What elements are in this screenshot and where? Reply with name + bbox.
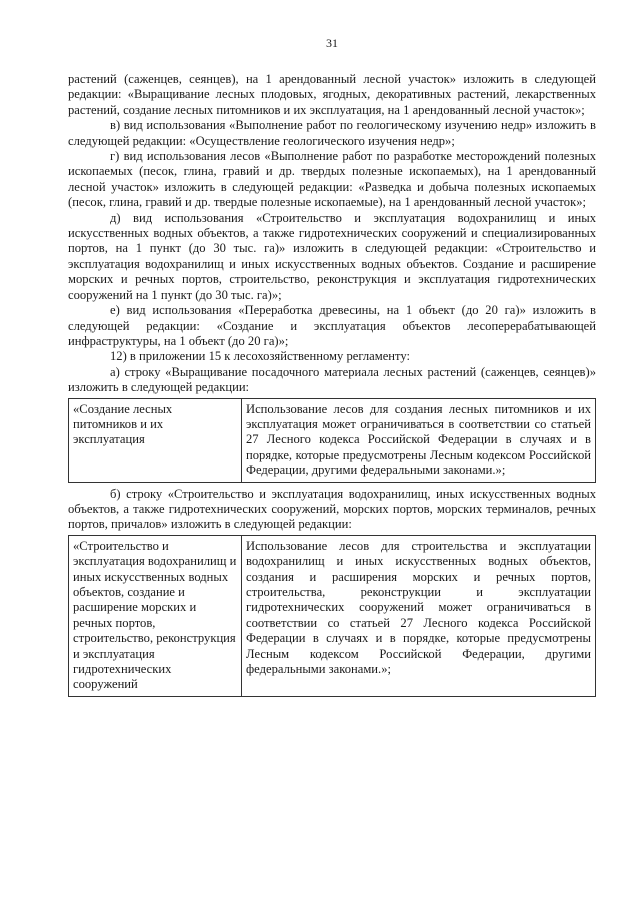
paragraph-item-a: а) строку «Выращивание посадочного материала лесных растений (саженцев, сеянцев)» изложить в следующей редакции:: [68, 364, 596, 395]
paragraph-item-e: е) вид использования «Переработка древесины, на 1 объект (до 20 га)» изложить в следующей редакции: «Создание и эксплуатация объектов лесоперерабатывающей инфраструктуры, на 1 объект (до 20 га)»;: [68, 303, 596, 348]
table-row: [69, 398, 596, 482]
document-page: [68, 36, 596, 701]
table-a-cell-name: «Создание лесных питомников и их эксплуатация: [69, 398, 242, 482]
paragraph-item-g: г) вид использования лесов «Выполнение работ по разработке месторождений полезных ископаемых (песок, глина, гравий и др. твердых полезные ископаемых), на 1 арендованный лесной участок» изложить в следующей редакции: «Разведка и добыча полезных ископаемых (песок, глина, гравий и др. твердые полезные ископаемые), на 1 арендованный лесной участок»;: [68, 149, 596, 210]
table-b-cell-description: Использование лесов для строительства и эксплуатации водохранилищ и иных искусственных водных объектов, создания и расширения морских и речных портов, строительства, реконструкции и эксплуатации гидротехнических сооружений может ограничиваться в соответствии со статьей 27 Лесного кодекса Российской Федерации в случаях и в порядке, которые предусмотрены Лесным кодексом Российской Федерации, другими федеральными законами.»;: [242, 535, 596, 696]
paragraph-item-v: в) вид использования «Выполнение работ по геологическому изучению недр» изложить в следующей редакции: «Осуществление геологического изучения недр»;: [68, 118, 596, 148]
table-a: [68, 398, 596, 483]
paragraph-item-b: б) строку «Строительство и эксплуатация водохранилищ, иных искусственных водных объектов, а также гидротехнических сооружений, морских портов, морских терминалов, речных портов, причалов» изложить в следующей редакции:: [68, 486, 596, 532]
table-b-cell-name: «Строительство и эксплуатация водохранилищ и иных искусственных водных объектов, создание и расширение морских и речных портов, строительство, реконструкция и эксплуатация гидротехнических сооружений: [69, 535, 242, 696]
table-a-cell-description: Использование лесов для создания лесных питомников и их эксплуатация может ограничиваться в соответствии со статьей 27 Лесного кодекса Российской Федерации в случаях и в порядке, которые предусмотрены Лесным кодексом Российской Федерации, другими федеральными законами.»;: [242, 398, 596, 482]
page-number: 31: [326, 36, 338, 50]
paragraph-item-d: д) вид использования «Строительство и эксплуатация водохранилищ и иных искусственных водных объектов, а также гидротехнических сооружений и специализированных портов, на 1 пункт (до 30 тыс. га)» изложить в следующей редакции: «Строительство и эксплуатация водохранилищ и иных искусственных водных объектов. Создание и расширение морских и речных портов, строительство, реконструкция и эксплуатация гидротехнических сооружений на 1 пункт (до 30 тыс. га)»;: [68, 210, 596, 302]
table-row: [69, 535, 596, 696]
paragraph-continuation: растений (саженцев, сеянцев), на 1 арендованный лесной участок» изложить в следующей редакции: «Выращивание лесных плодовых, ягодных, декоративных растений, лекарственных растений, создание лесных питомников и их эксплуатация, на 1 арендованный лесной участок»;: [68, 72, 596, 117]
table-b: [68, 535, 596, 697]
paragraph-item-12: 12) в приложении 15 к лесохозяйственному регламенту:: [110, 349, 411, 364]
